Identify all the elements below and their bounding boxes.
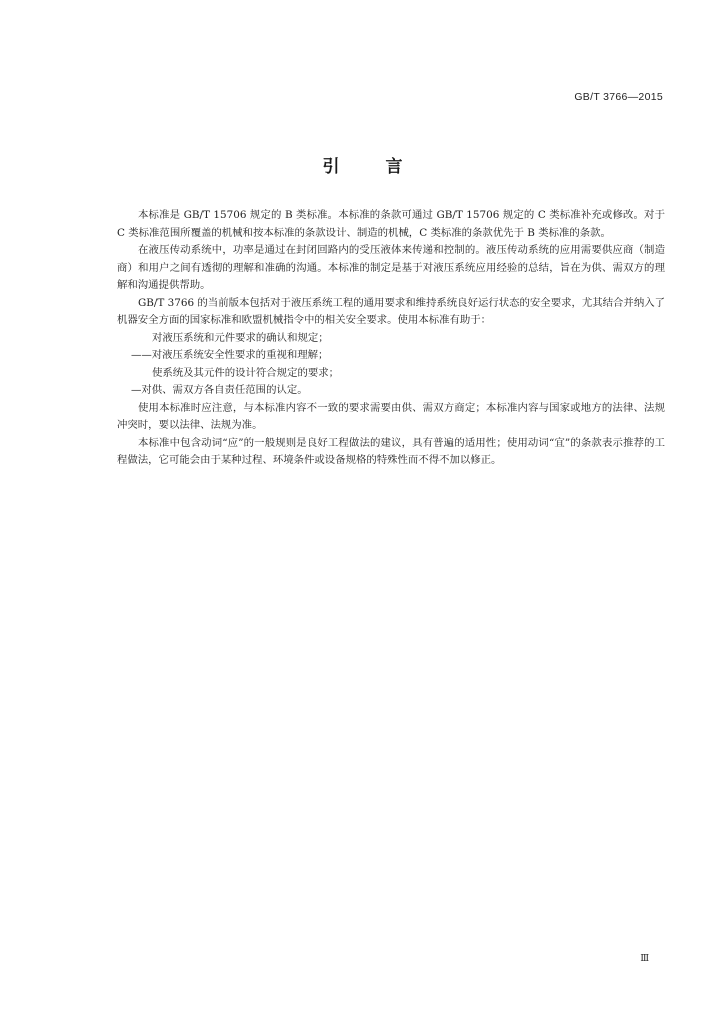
paragraph-b-type-standard: 本标准是 GB/T 15706 规定的 B 类标准。本标准的条款可通过 GB/T 15706 规定的 C 类标准补充或修改。对于 C 类标准范围所覆盖的机械和按本标准的条款设计、制造的机械，C 类标准的条款优先于 B 类标准的条款。	[117, 209, 665, 239]
document-body	[117, 207, 665, 470]
list-item: 使系统及其元件的设计符合规定的要求；	[152, 366, 340, 379]
list-item: ——对液压系统安全性要求的重视和理解；	[131, 349, 329, 361]
paragraph-hydraulic-power: 在液压传动系统中，功率是通过在封闭回路内的受压液体来传递和控制的。液压传动系统的应用需要供应商（制造商）和用户之间有透彻的理解和准确的沟通。本标准的制定是基于对液压系统应用经验的总结，旨在为供、需双方的理解和沟通提供帮助。	[117, 244, 665, 291]
standard-number: GB/T 3766—2015	[574, 91, 663, 103]
page-title: 引言	[322, 157, 449, 177]
paragraph-usage-note: 使用本标准时应注意，与本标准内容不一致的要求需要由供、需双方商定；本标准内容与国家或地方的法律、法规冲突时，要以法律、法规为准。	[117, 401, 665, 431]
list-item: —对供、需双方各自责任范围的认定。	[131, 384, 308, 396]
list-item: 对液压系统和元件要求的确认和规定；	[152, 331, 329, 344]
paragraph-verb-rules: 本标准中包含动词“应”的一般规则是良好工程做法的建议，具有普遍的适用性；使用动词“宜”的条款表示推荐的工程做法，它可能会由于某种过程、环境条件或设备规格的特殊性而不得不加以修正。	[117, 436, 665, 466]
page-number: Ⅲ	[640, 954, 649, 964]
paragraph-current-version: GB/T 3766 的当前版本包括对于液压系统工程的通用要求和维持系统良好运行状态的安全要求，尤其结合并纳入了机器安全方面的国家标准和欧盟机械指令中的相关安全要求。使用本标准有助于：	[117, 296, 665, 326]
